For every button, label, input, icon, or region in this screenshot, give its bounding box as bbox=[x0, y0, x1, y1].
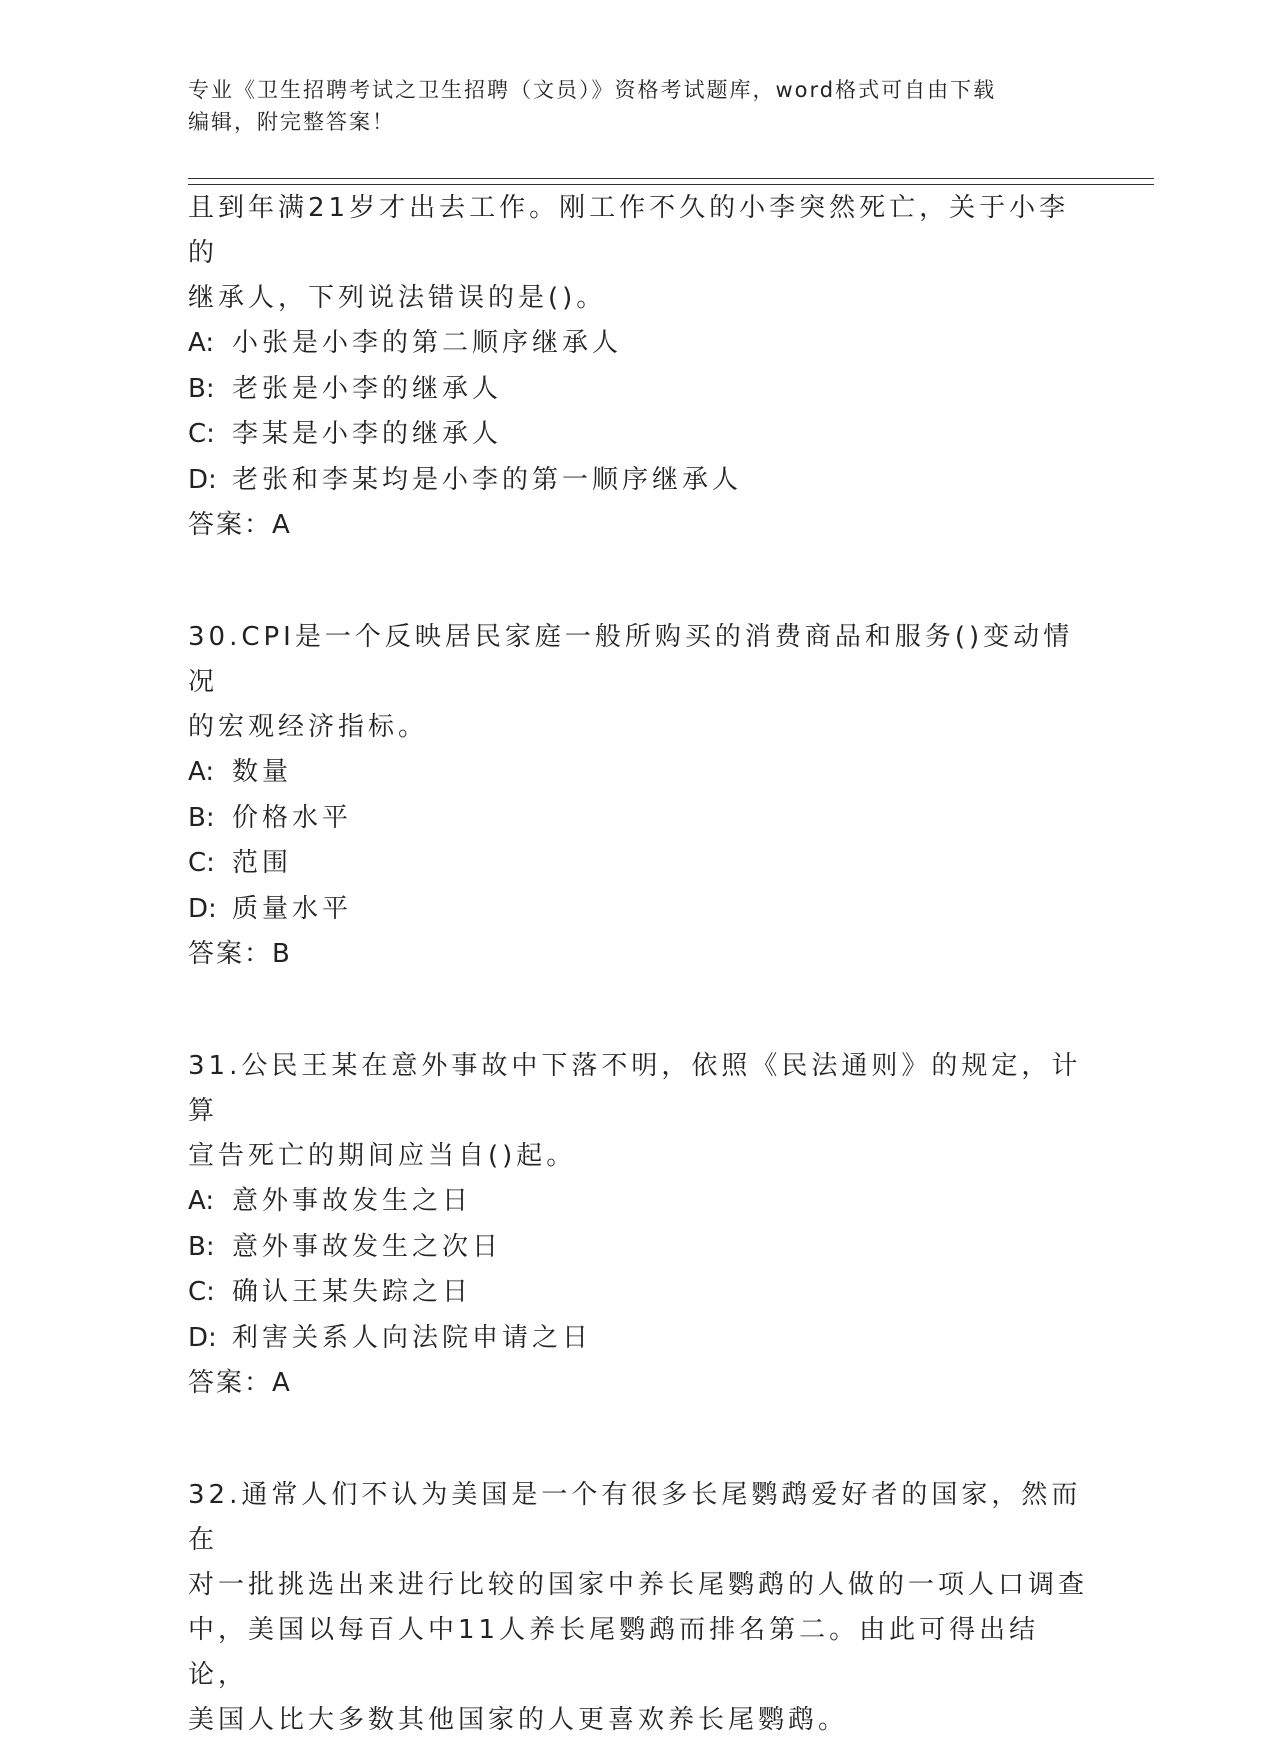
option-d bbox=[188, 458, 1088, 504]
answer-label: 答案：A bbox=[188, 510, 292, 540]
option-text: 意外事故发生之次日 bbox=[232, 1231, 503, 1262]
question-stem-line: 宣告死亡的期间应当自()起。 bbox=[188, 1141, 577, 1171]
question-stem-line: 31.公民王某在意外事故中下落不明，依照《民法通则》的规定，计算 bbox=[188, 1051, 1082, 1126]
option-key: A: bbox=[188, 328, 215, 358]
question-stem-line: 32.通常人们不认为美国是一个有很多长尾鹦鹉爱好者的国家，然而在 bbox=[188, 1480, 1082, 1555]
option-key: C: bbox=[188, 1277, 215, 1307]
question-spacer bbox=[188, 1406, 1088, 1473]
question-stem-line: 30.CPI是一个反映居民家庭一般所购买的消费商品和服务()变动情况 bbox=[188, 622, 1074, 697]
option-c bbox=[188, 412, 1088, 458]
option-key: A: bbox=[188, 1186, 215, 1216]
question-stem-line: 美国人比大多数其他国家的人更喜欢养长尾鹦鹉。 bbox=[188, 1705, 849, 1735]
question-spacer bbox=[188, 977, 1088, 1044]
option-text: 质量水平 bbox=[232, 893, 353, 924]
option-key: D: bbox=[188, 464, 217, 495]
question-stem-line: 对一批挑选出来进行比较的国家中养长尾鹦鹉的人做的一项人口调查 bbox=[188, 1570, 1089, 1600]
question-spacer bbox=[188, 548, 1088, 615]
answer-label: 答案：A bbox=[188, 1368, 292, 1398]
option-b bbox=[188, 1225, 1088, 1271]
option-c bbox=[188, 841, 1088, 887]
option-key: C: bbox=[188, 419, 215, 449]
header-title-line-2: 编辑，附完整答案！ bbox=[188, 110, 395, 134]
option-key: B: bbox=[188, 1231, 215, 1262]
option-text: 老张是小李的继承人 bbox=[232, 373, 503, 404]
option-text: 李某是小李的继承人 bbox=[232, 419, 503, 449]
option-text: 利害关系人向法院申请之日 bbox=[232, 1322, 593, 1353]
header-divider-top bbox=[188, 178, 1154, 179]
question-stem-line: 中，美国以每百人中11人养长尾鹦鹉而排名第二。由此可得出结论， bbox=[188, 1615, 1040, 1690]
header-divider-bottom bbox=[188, 184, 1154, 185]
question-stem-line: 且到年满21岁才出去工作。刚工作不久的小李突然死亡，关于小李的 bbox=[188, 193, 1070, 268]
option-a bbox=[188, 321, 1088, 367]
question-30 bbox=[188, 615, 1088, 977]
question-32 bbox=[188, 1473, 1088, 1743]
option-text: 确认王某失踪之日 bbox=[232, 1277, 473, 1307]
option-a bbox=[188, 750, 1088, 796]
header-title-line-1: 专业《卫生招聘考试之卫生招聘（文员）》资格考试题库，word格式可自由下载 bbox=[188, 78, 997, 102]
option-key: B: bbox=[188, 373, 215, 404]
option-b bbox=[188, 367, 1088, 413]
option-key: D: bbox=[188, 1322, 217, 1353]
option-key: D: bbox=[188, 893, 217, 924]
option-key: B: bbox=[188, 802, 215, 833]
question-list bbox=[188, 186, 1088, 1743]
option-text: 范围 bbox=[232, 848, 293, 878]
option-a bbox=[188, 1179, 1088, 1225]
option-text: 小张是小李的第二顺序继承人 bbox=[232, 328, 623, 358]
option-key: A: bbox=[188, 757, 215, 787]
option-b bbox=[188, 796, 1088, 842]
option-text: 价格水平 bbox=[232, 802, 353, 833]
option-d bbox=[188, 1316, 1088, 1362]
option-text: 数量 bbox=[232, 757, 293, 787]
document-header bbox=[188, 74, 1068, 138]
question-29 bbox=[188, 186, 1088, 548]
option-c bbox=[188, 1270, 1088, 1316]
option-text: 意外事故发生之日 bbox=[232, 1186, 473, 1216]
question-stem-line: 的宏观经济指标。 bbox=[188, 712, 429, 742]
option-key: C: bbox=[188, 848, 215, 878]
answer-label: 答案：B bbox=[188, 939, 292, 969]
option-text: 老张和李某均是小李的第一顺序继承人 bbox=[232, 464, 743, 495]
option-d bbox=[188, 887, 1088, 933]
question-stem-line: 继承人，下列说法错误的是()。 bbox=[188, 283, 607, 313]
question-31 bbox=[188, 1044, 1088, 1406]
